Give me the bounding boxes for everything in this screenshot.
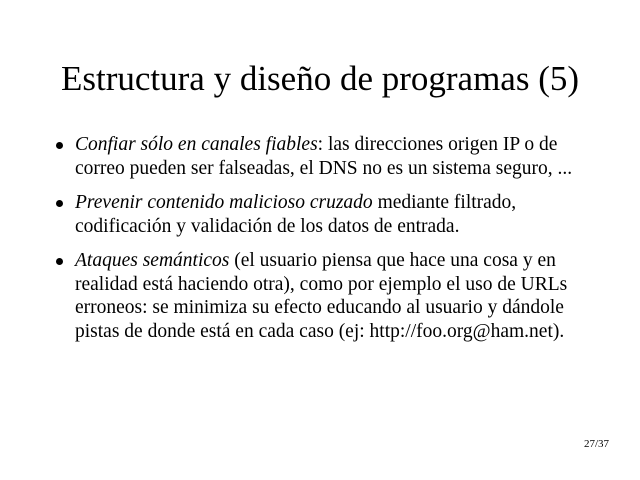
page-number: 27/37	[584, 438, 610, 450]
bullet-text: (el usuario piensa que hace una cosa y en realidad está haciendo otra), como por ejemplo el uso de URLs erroneos: se minimiza su efecto educando al usuario y dándole pistas de donde está en cada caso (ej: http://foo.org@ham.net).	[75, 250, 568, 342]
bullet-dot-icon	[56, 142, 63, 149]
bullet-text: mediante filtrado, codificación y validación de los datos de entrada.	[75, 192, 517, 237]
bullet-text: : las direcciones origen IP o de correo pueden ser falseadas, el DNS no es un sistema seguro, ...	[75, 134, 573, 179]
bullet-emphasis: Ataques semánticos	[75, 250, 230, 271]
bullet-item	[50, 191, 600, 238]
bullet-emphasis: Confiar sólo en canales fiables	[75, 134, 318, 155]
bullet-list	[50, 133, 600, 354]
bullet-item	[50, 249, 600, 343]
bullet-emphasis: Prevenir contenido malicioso cruzado	[75, 192, 373, 213]
slide-title: Estructura y diseño de programas (5)	[60, 59, 580, 98]
bullet-dot-icon	[56, 200, 63, 207]
bullet-item	[50, 133, 600, 180]
bullet-dot-icon	[56, 258, 63, 265]
